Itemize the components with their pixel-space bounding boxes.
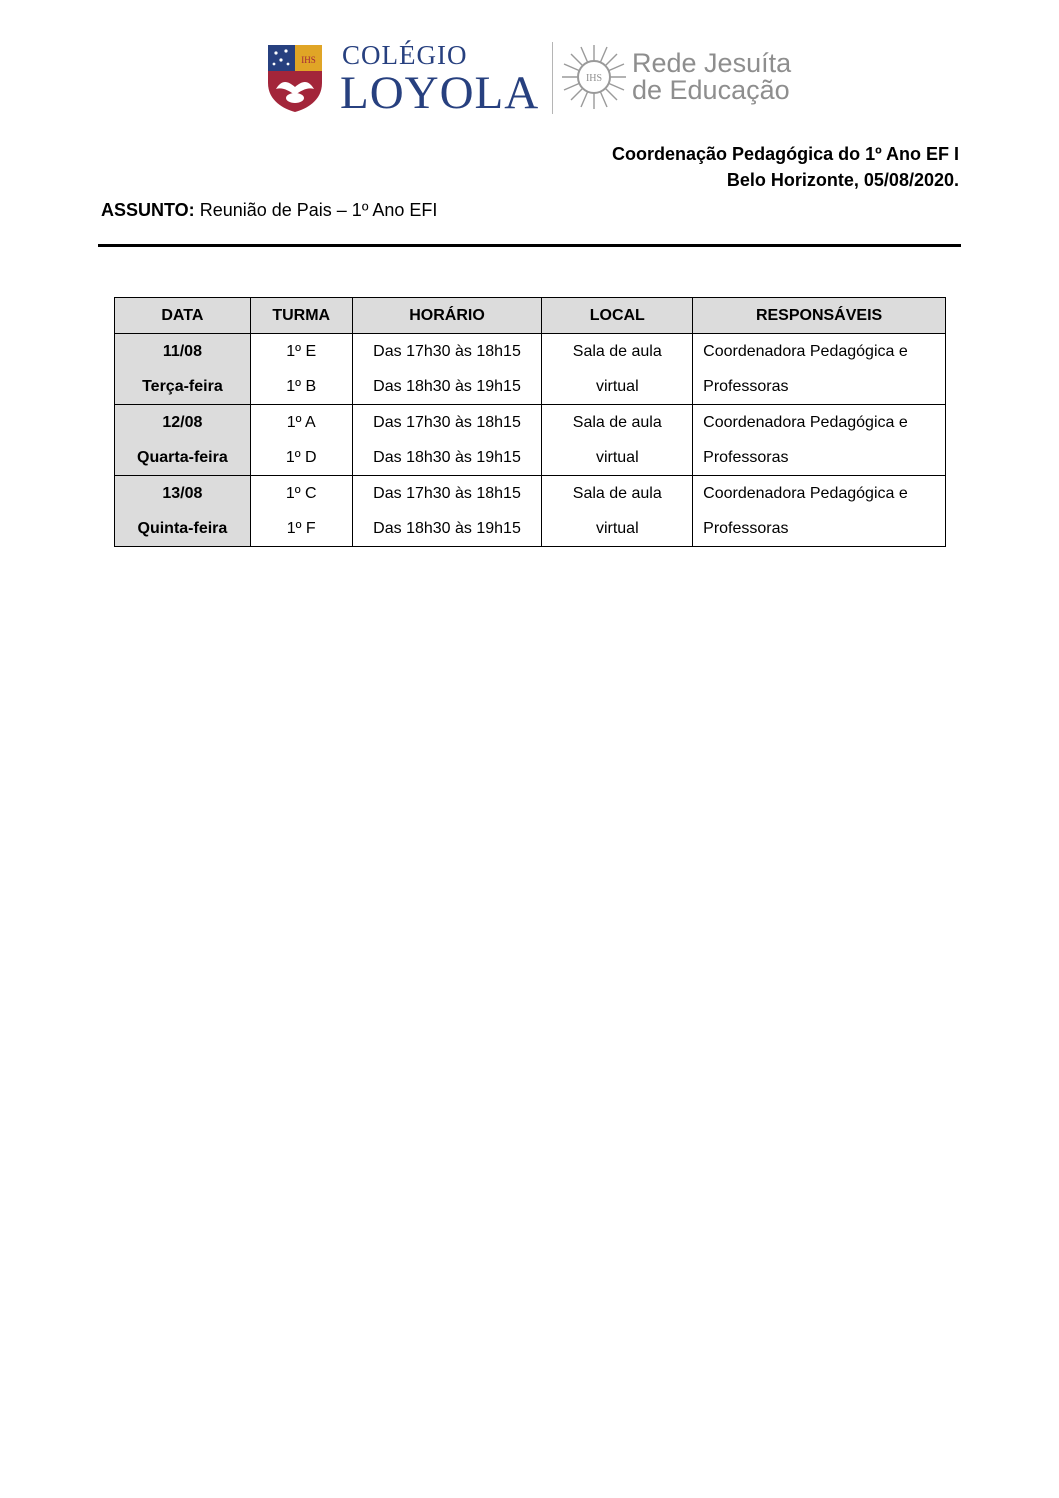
school-name-line1: COLÉGIO bbox=[342, 40, 468, 70]
turma: 1º E bbox=[286, 343, 317, 360]
school-name-line2: LOYOLA bbox=[340, 67, 540, 119]
local-cell bbox=[542, 476, 693, 547]
date-cell bbox=[115, 334, 251, 405]
table-row bbox=[115, 405, 946, 476]
local-line: Sala de aula bbox=[572, 343, 662, 360]
logo-divider bbox=[552, 42, 553, 114]
time-slot: Das 17h30 às 18h15 bbox=[373, 414, 521, 431]
weekday: Quinta-feira bbox=[137, 520, 228, 537]
time-slot: Das 18h30 às 19h15 bbox=[373, 378, 521, 395]
local-line: virtual bbox=[595, 449, 639, 466]
turma: 1º A bbox=[286, 414, 316, 431]
turma-cell bbox=[250, 476, 352, 547]
local-line: Sala de aula bbox=[572, 414, 662, 431]
weekday: Quarta-feira bbox=[137, 449, 228, 466]
date: 13/08 bbox=[162, 485, 203, 502]
turma-cell bbox=[250, 405, 352, 476]
header-logo bbox=[266, 40, 796, 119]
column-header-local: LOCAL bbox=[542, 298, 693, 334]
turma: 1º F bbox=[286, 520, 316, 537]
network-name bbox=[632, 50, 791, 104]
svg-text:IHS: IHS bbox=[585, 73, 603, 84]
local-cell bbox=[542, 334, 693, 405]
responsaveis-cell bbox=[693, 334, 946, 405]
svg-text:IHS: IHS bbox=[301, 55, 316, 65]
date-cell bbox=[115, 476, 251, 547]
resp-line: Professoras bbox=[703, 378, 789, 395]
resp-line: Coordenadora Pedagógica e bbox=[703, 414, 908, 431]
subject-label: ASSUNTO: bbox=[101, 200, 195, 220]
turma: 1º D bbox=[285, 449, 317, 466]
horario-cell bbox=[352, 476, 542, 547]
turma: 1º C bbox=[285, 485, 317, 502]
document-header bbox=[612, 141, 959, 193]
jesuit-sun-icon bbox=[560, 43, 628, 111]
time-slot: Das 18h30 às 19h15 bbox=[373, 449, 521, 466]
turma: 1º B bbox=[286, 378, 317, 395]
horario-cell bbox=[352, 405, 542, 476]
local-line: virtual bbox=[595, 520, 639, 537]
table-row bbox=[115, 476, 946, 547]
separator-rule bbox=[98, 244, 961, 247]
responsaveis-cell bbox=[693, 405, 946, 476]
resp-line: Coordenadora Pedagógica e bbox=[703, 343, 908, 360]
date: 11/08 bbox=[162, 343, 202, 360]
network-name-line2: de Educação bbox=[632, 75, 790, 105]
subject-text: Reunião de Pais – 1º Ano EFI bbox=[199, 200, 438, 220]
table-row bbox=[115, 334, 946, 405]
local-cell bbox=[542, 405, 693, 476]
column-header-horario: HORÁRIO bbox=[352, 298, 542, 334]
department-label: Coordenação Pedagógica do 1º Ano EF I bbox=[612, 144, 959, 164]
schedule-table bbox=[114, 297, 946, 547]
weekday: Terça-feira bbox=[142, 378, 223, 395]
horario-cell bbox=[352, 334, 542, 405]
column-header-turma: TURMA bbox=[250, 298, 352, 334]
date: 12/08 bbox=[162, 414, 203, 431]
column-header-responsaveis: RESPONSÁVEIS bbox=[693, 298, 946, 334]
subject-line bbox=[101, 200, 437, 221]
time-slot: Das 17h30 às 18h15 bbox=[373, 485, 521, 502]
school-shield-icon bbox=[266, 43, 324, 113]
responsaveis-cell bbox=[693, 476, 946, 547]
network-name-line1: Rede Jesuíta bbox=[632, 48, 792, 78]
time-slot: Das 17h30 às 18h15 bbox=[373, 343, 521, 360]
date-cell bbox=[115, 405, 251, 476]
place-date: Belo Horizonte, 05/08/2020. bbox=[726, 170, 959, 190]
time-slot: Das 18h30 às 19h15 bbox=[373, 520, 521, 537]
local-line: Sala de aula bbox=[572, 485, 662, 502]
table-header-row bbox=[115, 298, 946, 334]
resp-line: Professoras bbox=[703, 520, 789, 537]
column-header-data: DATA bbox=[115, 298, 251, 334]
local-line: virtual bbox=[595, 378, 639, 395]
resp-line: Coordenadora Pedagógica e bbox=[703, 485, 908, 502]
resp-line: Professoras bbox=[703, 449, 789, 466]
turma-cell bbox=[250, 334, 352, 405]
